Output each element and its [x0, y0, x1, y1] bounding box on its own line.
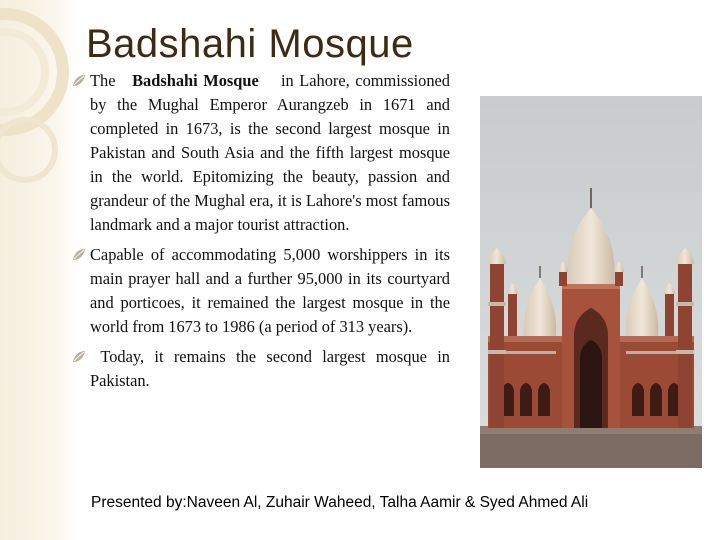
bullet-item [72, 243, 450, 339]
bullet-emphasis: Badshahi Mosque [132, 71, 259, 90]
bullet-item [72, 69, 450, 237]
leaf-bullet-icon [72, 74, 86, 88]
presenters-footer: Presented by:Naveen Al, Zuhair Waheed, Talha Aamir & Syed Ahmed Ali [91, 494, 589, 511]
leaf-bullet-icon [72, 350, 86, 364]
bullet-text: Capable of accommodating 5,000 worshippers in its main prayer hall and a further 95,000 in its courtyard and porticoes, it remained the largest mosque in the world from 1673 to 1986 (a period of 313 years). [90, 245, 450, 336]
bullet-text: Today, it remains the second largest mosque in Pakistan. [90, 347, 450, 390]
leaf-bullet-icon [72, 248, 86, 262]
bullet-text: in Lahore, commissioned by the Mughal Emperor Aurangzeb in 1671 and completed in 1673, is the second largest mosque in Pakistan and South Asia and the fifth largest mosque in the world. Epitomizing the beauty, passion and grandeur of the Mughal era, it is Lahore's most famous landmark and a major tourist attraction. [90, 71, 450, 234]
bullet-item [72, 345, 450, 393]
mosque-photo [480, 96, 702, 468]
bullet-list [72, 69, 450, 399]
bullet-lead: The [90, 71, 116, 90]
slide-title: Badshahi Mosque [86, 22, 414, 66]
